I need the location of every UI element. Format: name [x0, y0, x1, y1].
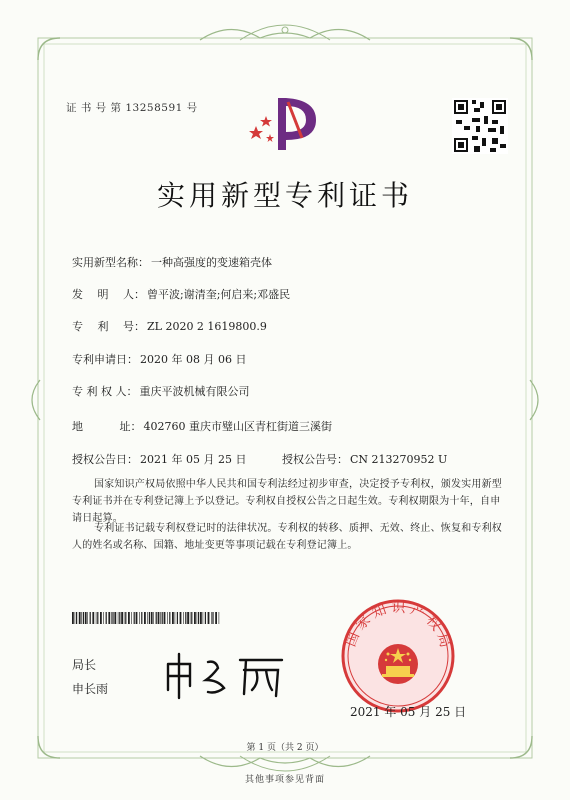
- barcode-bar: [151, 612, 153, 624]
- barcode-bar: [112, 612, 113, 624]
- inventors-value: 曾平波;谢清奎;何启来;邓盛民: [147, 288, 291, 301]
- barcode-bar: [156, 612, 157, 624]
- body-paragraph-2: 专利证书记载专利权登记时的法律状况。专利权的转移、质押、无效、终止、恢复和专利权人的姓名或名称、国籍、地址变更等事项记载在专利登记簿上。: [72, 523, 502, 551]
- barcode-bar: [131, 612, 132, 624]
- barcode-bar: [134, 612, 135, 624]
- barcode-bar: [211, 612, 212, 624]
- seal-text: 国家知识产权局: [342, 599, 455, 654]
- barcode-bar: [96, 612, 97, 624]
- grant-date-label: 授权公告日：: [72, 453, 138, 466]
- director-name: 申长雨: [72, 682, 109, 696]
- barcode-bar: [76, 612, 77, 624]
- barcode-bar: [92, 612, 94, 624]
- patentee-value: 重庆平波机械有限公司: [139, 385, 250, 398]
- official-seal-icon: [340, 598, 456, 714]
- barcode-bar: [85, 612, 87, 624]
- barcode-bar: [108, 612, 110, 624]
- barcode-bar: [167, 612, 168, 624]
- patentee-label: 专 利 权 人：: [72, 385, 138, 398]
- barcode-bar: [119, 612, 120, 624]
- certificate-number-suffix: 号: [186, 102, 198, 114]
- barcode-bar: [114, 612, 116, 624]
- barcode-bar: [87, 612, 88, 624]
- barcode-bar: [175, 612, 176, 624]
- certificate-number-value: 13258591: [125, 102, 183, 114]
- barcode-bar: [190, 612, 191, 624]
- barcode-bar: [187, 612, 189, 624]
- barcode-bar: [215, 612, 217, 624]
- barcode-bar: [149, 612, 150, 624]
- barcode-bar: [185, 612, 186, 624]
- qr-code-icon: [452, 98, 508, 154]
- barcode-bar: [160, 612, 161, 624]
- certificate-number-label: 证 书 号 第: [66, 102, 122, 114]
- grant-number-value: CN 213270952 U: [350, 453, 448, 466]
- body-paragraph-1: 国家知识产权局依照中华人民共和国专利法经过初步审查，决定授予专利权，颁发实用新型专利证书并在专利登记簿上予以登记。专利权自授权公告之日起生效。专利权期限为十年，自申请日起算。: [72, 479, 502, 524]
- grant-number-label: 授权公告号：: [282, 453, 348, 466]
- utility-name-label: 实用新型名称：: [72, 256, 149, 269]
- barcode-bar: [162, 612, 163, 624]
- field-grant-date: [72, 451, 246, 467]
- barcode-bar: [191, 612, 192, 624]
- barcode-bar: [121, 612, 123, 624]
- seal-date: 2021 年 05 月 25 日: [350, 705, 467, 719]
- barcode-bar: [111, 612, 112, 624]
- inventors-label: 发 明 人：: [72, 288, 145, 301]
- barcode-bar: [147, 612, 148, 624]
- barcode-bar: [125, 612, 126, 624]
- barcode-bar: [141, 612, 142, 624]
- barcode-bar: [177, 612, 178, 624]
- field-grant-number: [282, 451, 447, 467]
- barcode-bar: [194, 612, 196, 624]
- certificate-number: [66, 100, 198, 115]
- director-signature: [160, 650, 300, 700]
- barcode-bar: [118, 612, 119, 624]
- barcode-bar: [79, 612, 81, 624]
- filing-date-value: 2020 年 08 月 06 日: [140, 353, 247, 366]
- barcode-bar: [103, 612, 104, 624]
- barcode-bar: [75, 612, 76, 624]
- barcode-bar: [100, 612, 102, 624]
- barcode-bar: [180, 612, 182, 624]
- field-inventors: [72, 286, 290, 302]
- patent-number-label: 专 利 号：: [72, 320, 145, 333]
- barcode-bar: [198, 612, 199, 624]
- barcode-bar: [203, 612, 204, 624]
- field-patent-number: [72, 318, 267, 334]
- address-value: 402760 重庆市璧山区青杠街道三溪街: [143, 420, 332, 433]
- barcode-bar: [164, 612, 166, 624]
- barcode-bar: [144, 612, 146, 624]
- filing-date-label: 专利申请日：: [72, 353, 138, 366]
- barcode-bar: [197, 612, 198, 624]
- barcode-bar: [124, 612, 125, 624]
- barcode-bar: [139, 612, 140, 624]
- field-address: [72, 418, 332, 434]
- barcode-bar: [106, 612, 107, 624]
- patent-number-value: ZL 2020 2 1619800.9: [147, 320, 267, 333]
- barcode-bar: [219, 612, 220, 624]
- cnipa-logo-icon: [236, 88, 336, 158]
- barcode-bar: [200, 612, 202, 624]
- barcode-bar: [205, 612, 206, 624]
- utility-name-value: 一种高强度的变速箱壳体: [151, 256, 272, 269]
- barcode-bar: [208, 612, 210, 624]
- barcode-bar: [72, 612, 74, 624]
- barcode-bar: [169, 612, 170, 624]
- barcode-bar: [172, 612, 174, 624]
- director-title: 局长: [72, 658, 97, 672]
- barcode-bar: [136, 612, 138, 624]
- barcode-bar: [128, 612, 130, 624]
- barcode-bar: [90, 612, 91, 624]
- barcode-bar: [158, 612, 160, 624]
- barcode-bar: [212, 612, 213, 624]
- field-filing-date: [72, 351, 246, 367]
- barcode-bar: [183, 612, 184, 624]
- barcode-icon: [72, 612, 222, 624]
- page-number: 第 1 页（共 2 页）: [246, 743, 324, 753]
- field-patentee: [72, 383, 250, 399]
- field-utility-name: [72, 254, 272, 270]
- footer-note: 其他事项参见背面: [244, 775, 325, 785]
- barcode-bar: [153, 612, 154, 624]
- barcode-bar: [97, 612, 98, 624]
- barcode-bar: [81, 612, 82, 624]
- certificate-title: 实用新型专利证书: [156, 179, 413, 212]
- barcode-bar: [83, 612, 84, 624]
- grant-date-value: 2021 年 05 月 25 日: [140, 453, 247, 466]
- address-label: 地 址：: [72, 420, 142, 433]
